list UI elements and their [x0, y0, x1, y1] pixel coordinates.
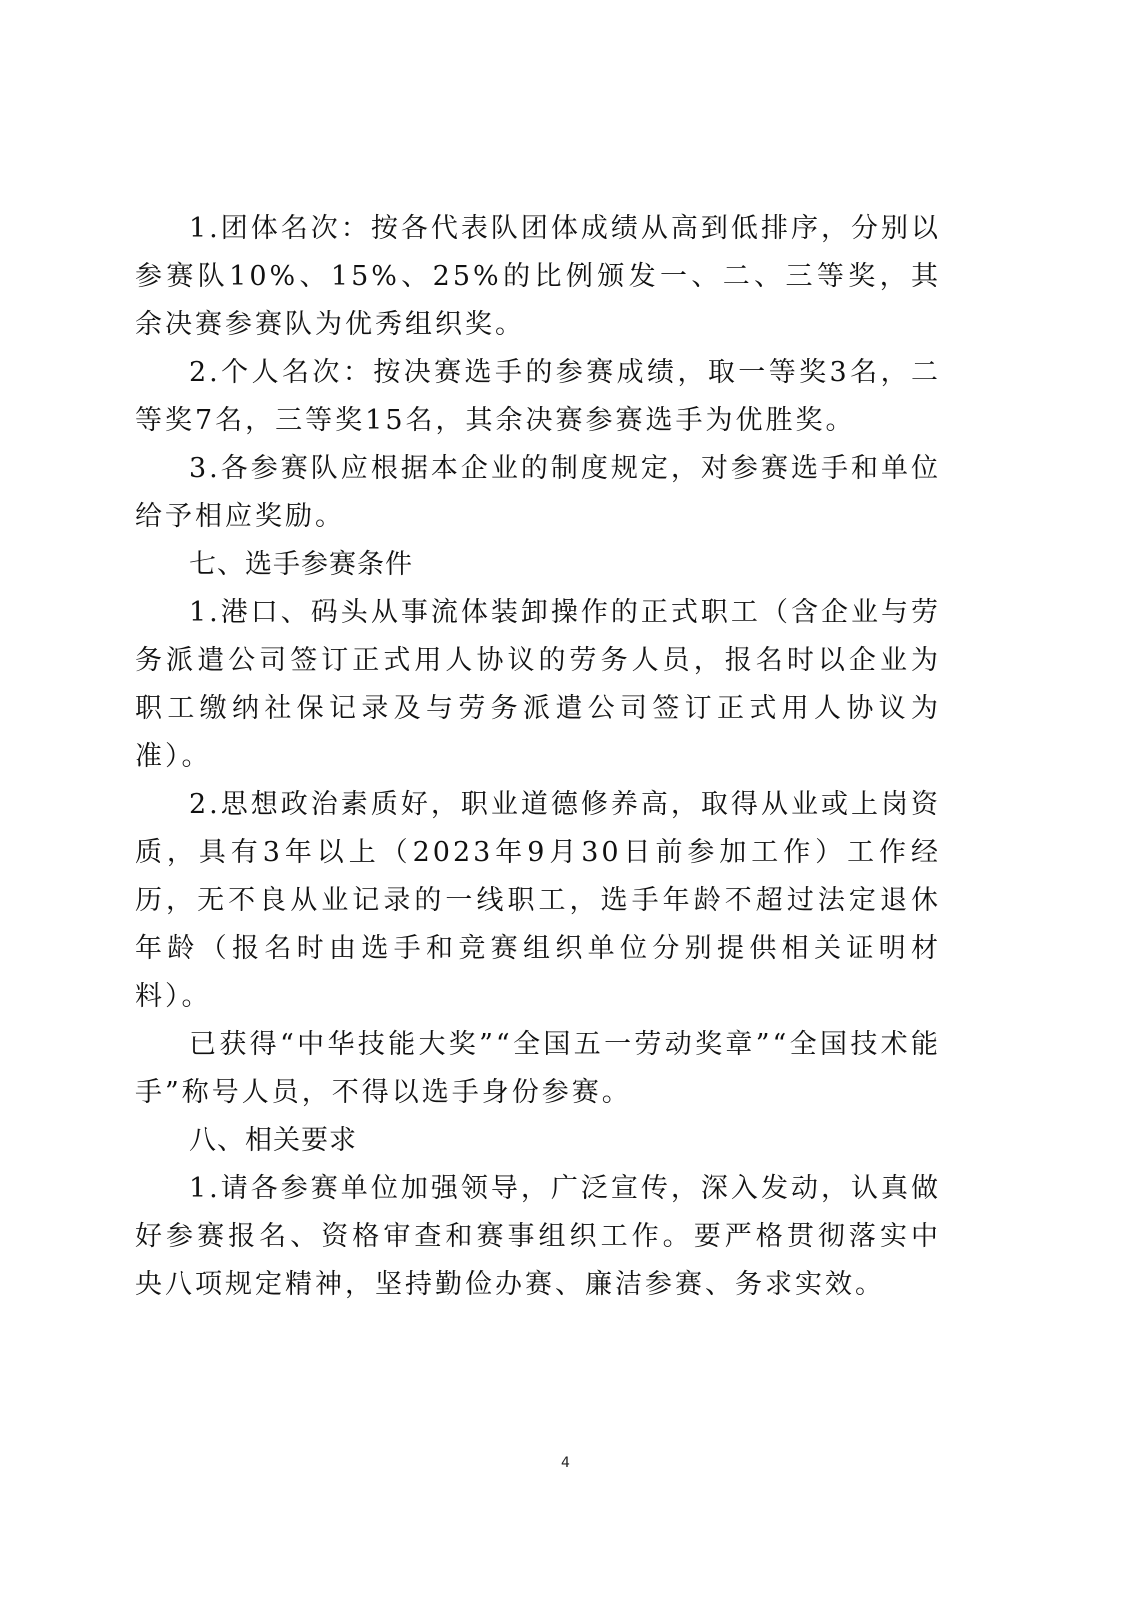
- paragraph-requirements-organization: 1.请各参赛单位加强领导，广泛宣传，深入发动，认真做好参赛报名、资格审查和赛事组织工作。要严格贯彻落实中央八项规定精神，坚持勤俭办赛、廉洁参赛、务求实效。: [135, 1173, 941, 1300]
- document-body: [135, 205, 941, 1309]
- paragraph-team-ranking: 1.团体名次：按各代表队团体成绩从高到低排序，分别以参赛队10%、15%、25%的比例颁发一、二、三等奖，其余决赛参赛队为优秀组织奖。: [135, 213, 941, 340]
- section-heading-eligibility: 七、选手参赛条件: [189, 549, 413, 580]
- page-number: 4: [561, 1455, 570, 1471]
- paragraph-eligibility-qualification: 2.思想政治素质好，职业道德修养高，取得从业或上岗资质，具有3年以上（2023年9月30日前参加工作）工作经历，无不良从业记录的一线职工，选手年龄不超过法定退休年龄（报名时由选手和竞赛组织单位分别提供相关证明材料）。: [135, 789, 941, 1012]
- paragraph-eligibility-employment: 1.港口、码头从事流体装卸操作的正式职工（含企业与劳务派遣公司签订正式用人协议的劳务人员，报名时以企业为职工缴纳社保记录及与劳务派遣公司签订正式用人协议为准）。: [135, 597, 941, 772]
- paragraph-eligibility-exclusion: 已获得“中华技能大奖”“全国五一劳动奖章”“全国技术能手”称号人员，不得以选手身份参赛。: [135, 1029, 941, 1108]
- paragraph-team-rewards: 3.各参赛队应根据本企业的制度规定，对参赛选手和单位给予相应奖励。: [135, 453, 941, 532]
- paragraph-individual-ranking: 2.个人名次：按决赛选手的参赛成绩，取一等奖3名，二等奖7名，三等奖15名，其余决赛参赛选手为优胜奖。: [135, 357, 941, 436]
- section-heading-requirements: 八、相关要求: [189, 1125, 357, 1156]
